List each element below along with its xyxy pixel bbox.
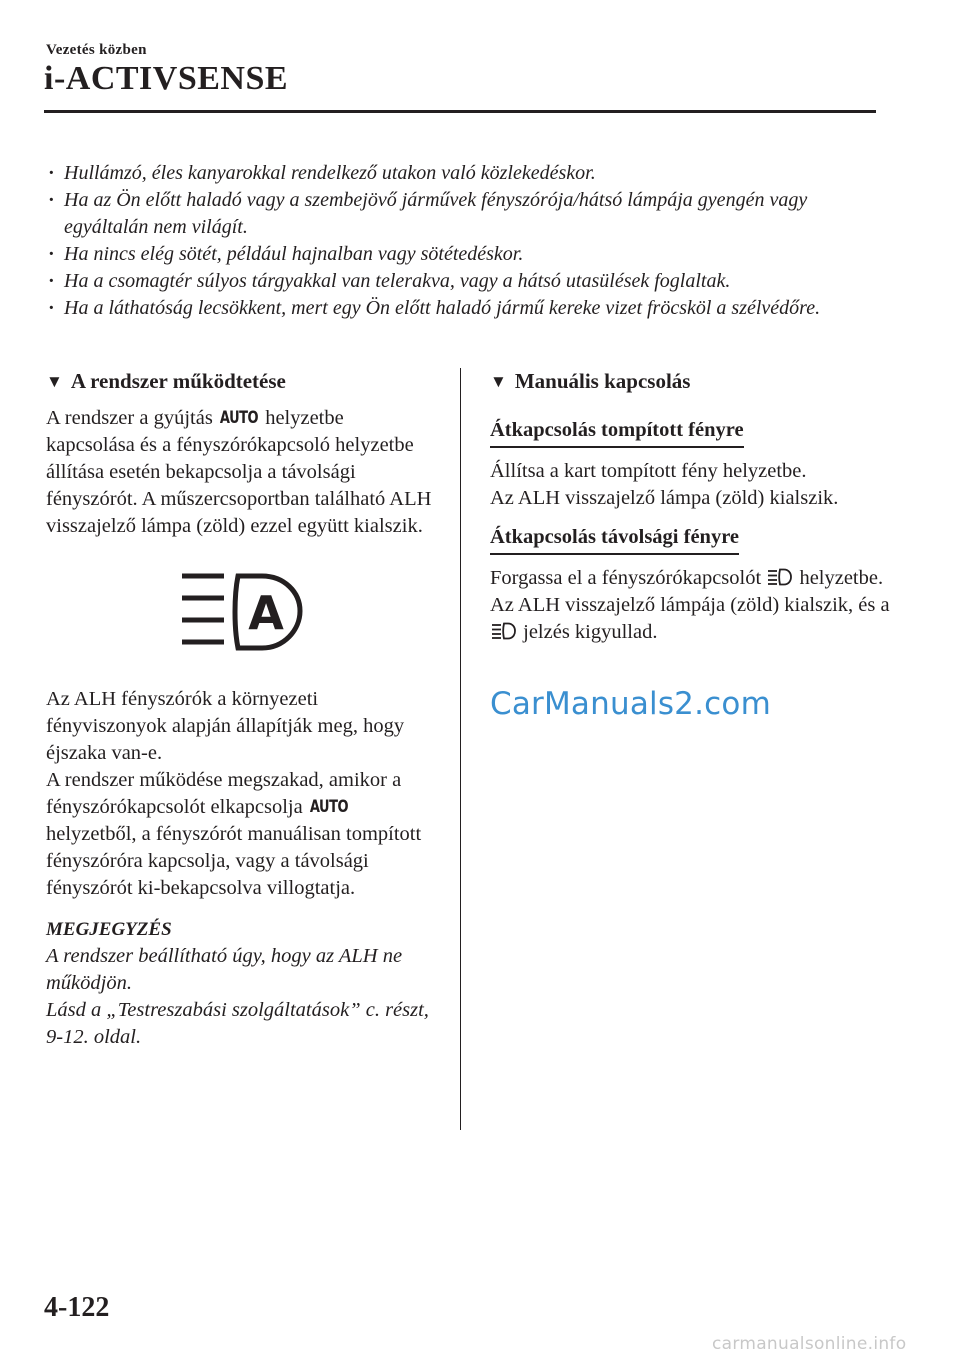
cancel-paragraph: A rendszer működése megszakad, amikor a fényszórókapcsolót elkapcsolja AUTO helyzetből, a fényszórót manuálisan tompított fényszóróra kapcsolja, vagy a távolsági fényszórót ki-bekapcsolva villogtatja. [46,769,422,899]
operation-paragraph: A rendszer a gyújtás AUTO helyzetbe kapcsolása és a fényszórókapcsoló helyzetbe állítása esetén bekapcsolja a távolsági fényszórót. A műszercsoportban található ALH visszajelző lámpa (zöld) ezzel együtt kialszik. [46,405,436,540]
triangle-bullet-icon: ▼ [46,372,63,391]
high-beam-icon [492,622,516,640]
detection-paragraph: Az ALH fényszórók a környezeti fényviszonyok alapján állapítják meg, hogy éjszaka van-e. [46,688,405,764]
intro-item: · Ha nincs elég sötét, például hajnalban vagy sötétedéskor. [48,241,878,268]
intro-list [48,160,878,322]
high-beam-icon [768,568,792,586]
auto-high-beam-indicator-icon [180,568,304,658]
section-heading-manual [490,368,890,395]
note-line: A rendszer beállítható úgy, hogy az ALH ne működjön. [46,945,403,994]
subheading-high-beam: Átkapcsolás távolsági fényre [490,524,739,555]
footer-watermark: carmanualsonline.info [712,1334,907,1354]
intro-item: · Hullámzó, éles kanyarokkal rendelkező utakon való közlekedéskor. [48,160,878,187]
column-divider [460,368,461,1130]
auto-position-icon: AUTO [219,408,259,429]
high-beam-paragraph: Forgassa el a fényszórókapcsolót helyzetbe. [490,567,884,589]
intro-item: · Ha az Ön előtt haladó vagy a szembejövő járművek fényszórója/hátsó lámpája gyengén vagy egyáltalán nem világít. [48,187,878,241]
left-column [46,368,436,1051]
high-beam-indicator-paragraph: Az ALH visszajelző lámpája (zöld) kialszik, és a jelzés kigyullad. [490,594,890,643]
note-line: Lásd a „Testreszabási szolgáltatások” c. részt, 9-12. oldal. [46,999,429,1048]
low-beam-line: Az ALH visszajelző lámpa (zöld) kialszik. [490,487,839,509]
section-heading-text: Manuális kapcsolás [514,369,691,393]
subheading-low-beam: Átkapcsolás tompított fényre [490,417,744,448]
page-title: i-ACTIVSENSE [44,60,289,97]
right-column [490,368,890,646]
note-heading: MEGJEGYZÉS [46,919,172,940]
triangle-bullet-icon: ▼ [490,372,507,391]
auto-position-icon: AUTO [309,797,348,818]
header-section-label: Vezetés közben [46,42,147,58]
watermark-logo: CarManuals2.com [490,686,771,722]
page-number: 4-122 [44,1292,110,1323]
low-beam-line: Állítsa a kart tompított fény helyzetbe. [490,460,807,482]
auto-high-beam-letter: A [248,586,284,640]
section-heading-text: A rendszer működtetése [70,369,286,393]
intro-item: · Ha a csomagtér súlyos tárgyakkal van telerakva, vagy a hátsó utasülések foglaltak. [48,268,878,295]
intro-item: · Ha a láthatóság lecsökkent, mert egy Ön előtt haladó jármű kereke vizet fröcsköl a szélvédőre. [48,295,878,322]
header-divider [44,110,876,113]
section-heading-operation [46,368,436,395]
